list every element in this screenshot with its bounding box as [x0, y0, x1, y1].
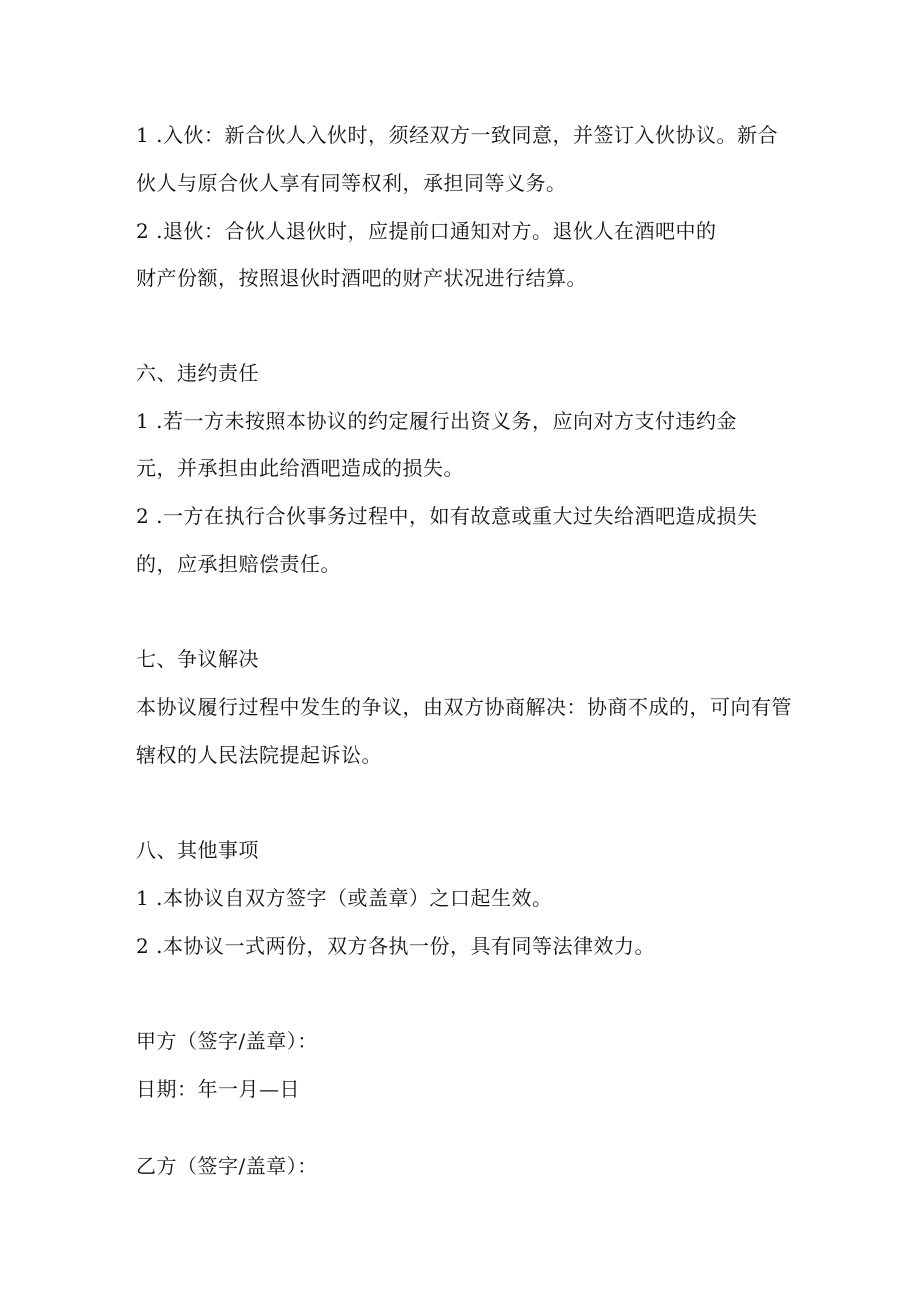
signature-date: 日期：年一月—日 [136, 1077, 300, 1101]
clause-7-line-2: 辖权的人民法院提起诉讼。 [136, 743, 382, 767]
clause-8-2: 2 .本协议一式两份，双方各执一份，具有同等法律效力。 [136, 934, 655, 958]
section-6-heading: 六、违约责任 [136, 361, 259, 385]
clause-5-1-line-1: 1 .入伙：新合伙人入伙时，须经双方一致同意，并签订入伙协议。新合 [136, 123, 778, 147]
clause-5-2-line-1: 2 .退伙：合伙人退伙时，应提前口通知对方。退伙人在酒吧中的 [136, 219, 717, 243]
clause-5-1-line-2: 伙人与原合伙人享有同等权利，承担同等义务。 [136, 171, 567, 195]
clause-5-2-line-2: 财产份额，按照退伙时酒吧的财产状况进行结算。 [136, 266, 587, 290]
clause-6-2-line-2: 的，应承担赔偿责任。 [136, 552, 341, 576]
clause-6-2-line-1: 2 .一方在执行合伙事务过程中，如有故意或重大过失给酒吧造成损失 [136, 504, 758, 528]
clause-8-1: 1 .本协议自双方签字（或盖章）之口起生效。 [136, 886, 553, 910]
clause-6-1-line-1: 1 .若一方未按照本协议的约定履行出资义务，应向对方支付违约金 [136, 409, 737, 433]
clause-7-line-1: 本协议履行过程中发生的争议，由双方协商解决：协商不成的，可向有管 [136, 695, 792, 719]
section-8-heading: 八、其他事项 [136, 838, 259, 862]
party-b-signature: 乙方（签字/盖章）： [136, 1154, 318, 1178]
section-7-heading: 七、争议解决 [136, 647, 259, 671]
clause-6-1-line-2: 元，并承担由此给酒吧造成的损失。 [136, 456, 464, 480]
party-a-signature: 甲方（签字/盖章）： [136, 1029, 318, 1053]
